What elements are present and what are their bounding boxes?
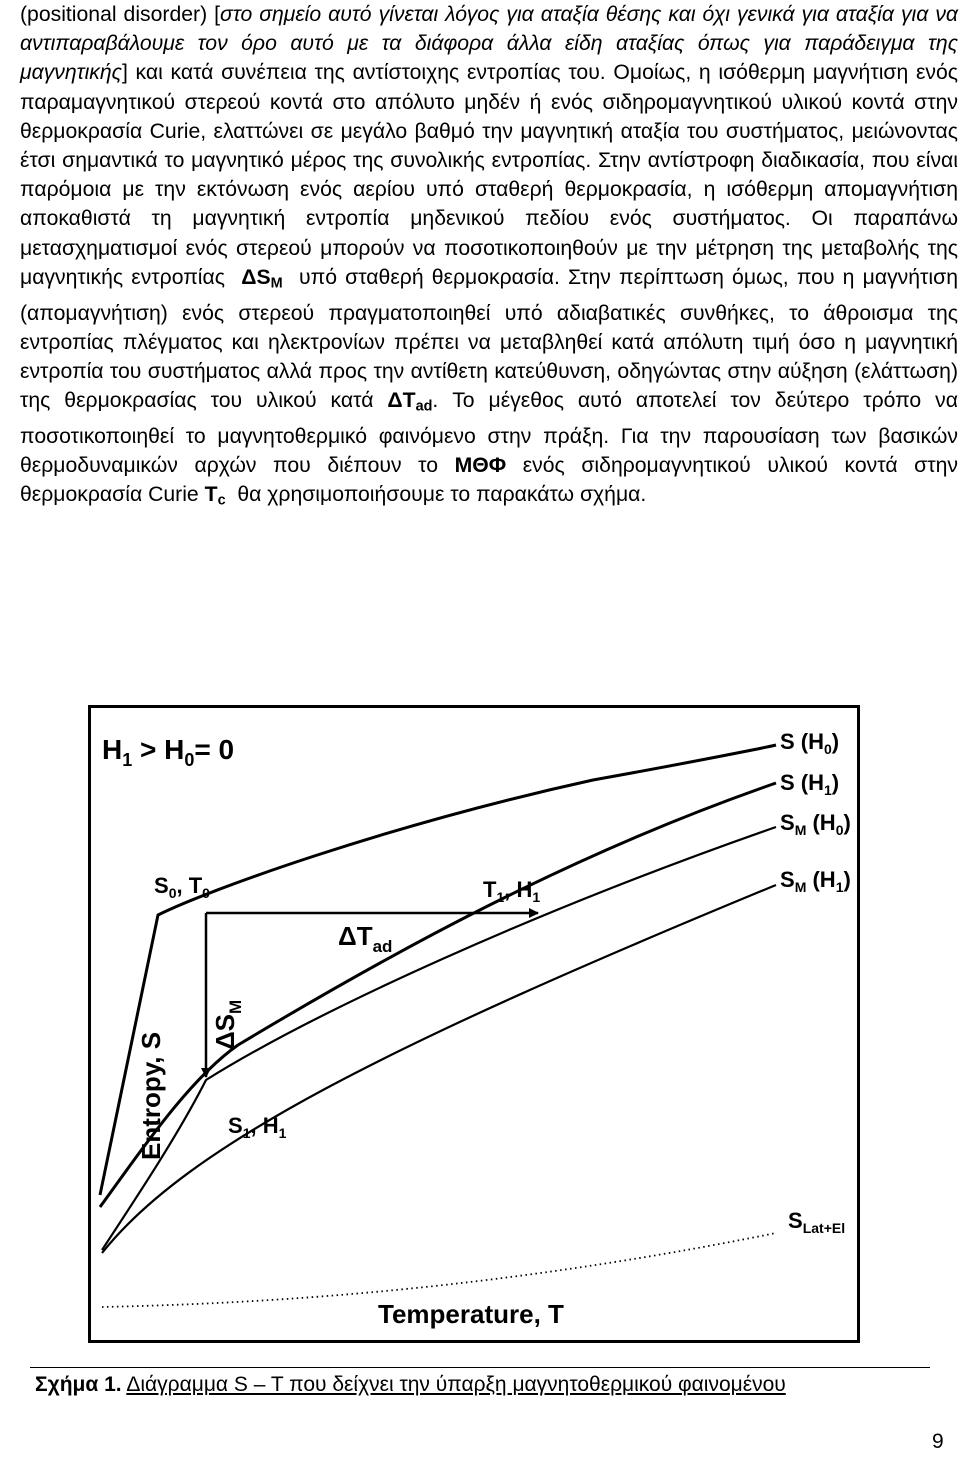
label-s0-t0: $S_0$, $T_0$ [154, 873, 210, 901]
para-part-1: (positional disorder) [ [20, 3, 221, 26]
para-part-5: ενός σιδηρομαγνητικού υλικού κοντά στην θερμοκρασία Curie [20, 454, 958, 507]
tc-symbol: $T_c$ [204, 483, 226, 510]
label-delta-sm: $\Delta S_M$ [210, 999, 245, 1050]
field-condition-label: $H_1 > H_0= 0$ [102, 734, 235, 770]
delta-sm-symbol: $\Delta S_M$ [241, 265, 283, 292]
body-text [20, 0, 958, 516]
main-paragraph [20, 0, 958, 516]
page-number: 9 [932, 1430, 944, 1453]
caption-rule [30, 1367, 930, 1368]
para-part-3: υπό σταθερή θερμοκρασία. Στην περίπτωση όμως, που η μαγνήτιση (απομαγνήτιση) ενός στερεού πραγματοποιηθεί υπό αδιαβατικές συνθήκες, το άθροισμα της εντροπίας πλέγματος και ηλεκτρονίων πρέπει να μεταβληθεί κατά απόλυτη τιμή όσο η μαγνητική εντροπία του συστήματος αλλά προς την αντίθετη κατεύθυνση, οδηγώντας στην αύξηση (ελάττωση) της θερμοκρασίας του υλικού κατά [20, 265, 958, 413]
curve-s-lat [102, 1233, 776, 1307]
label-s-h1: S $(H_1)$ [780, 770, 840, 798]
label-s1-h1: $S_1$, $H_1$ [228, 1113, 287, 1141]
delta-tad-symbol: $\Delta T_{ad}$ [387, 389, 433, 415]
para-part-6: θα χρησιμοποιήσουμε το παρακάτω σχήμα. [237, 483, 647, 507]
label-s-h0: S $(H_0)$ [780, 729, 840, 757]
figure-caption [35, 1370, 786, 1400]
curve-sm-h1 [102, 885, 776, 1253]
x-axis-label: Temperature, T [378, 1299, 564, 1329]
para-part-4: . Το μέγεθος αυτό αποτελεί τον δεύτερο τρόπο να ποσοτικοποιηθεί το μαγνητοθερμικό φαινόμενο στην πράξη. Για την παρουσίαση των βασικών θερμοδυναμικών αρχών που διέπουν το [20, 389, 958, 478]
y-axis-label: Entropy, S [136, 1031, 166, 1160]
label-t1-h1: $T_1$, $H_1$ [483, 877, 541, 905]
caption-label: Σχήμα 1. [35, 1373, 122, 1396]
label-sm-h0: $S_M$ $(H_0)$ [780, 810, 851, 838]
mtf-abbrev: ΜΘΦ [454, 454, 507, 478]
s-t-diagram [88, 705, 860, 1343]
curve-s-h1 [100, 783, 776, 1207]
caption-text: Διάγραμμα S – T που δείχνει την ύπαρξη μαγνητοθερμικού φαινομένου [126, 1373, 786, 1396]
label-s-lat: $S_{Lat+El}$ [788, 1208, 846, 1236]
label-sm-h1: $S_M$ $(H_1)$ [780, 867, 851, 895]
label-delta-tad: $\Delta T_{ad}$ [338, 921, 393, 956]
para-italic-note: στο σημείο αυτό γίνεται λόγος για αταξία θέσης και όχι γενικά για αταξία για να αντιπαραβάλουμε τον όρο αυτό με τα διάφορα άλλα είδη αταξίας όπως για παράδειγμα της μαγνητικής [20, 3, 959, 85]
para-part-2: ] και κατά συνέπεια της αντίστοιχης εντροπίας του. Ομοίως, η ισόθερμη μαγνήτιση ενός παραμαγνητικού στερεού κοντά στο απόλυτο μηδέν ή ενός σιδηρομαγνητικού υλικού κοντά στην θερμοκρασία Curie, ελαττώνει σε μεγάλο βαθμό την μαγνητική αταξία του συστήματος, μειώνοντας έτσι σημαντικά το μαγνητικό μέρος της συνολικής εντροπίας. Στην αντίστροφη διαδικασία, που είναι παρόμοια με την εκτόνωση ενός αερίου υπό σταθερή θερμοκρασία, η ισόθερμη απομαγνήτιση αποκαθιστά τη μαγνητική εντροπία μηδενικού πεδίου ενός συστήματος. Οι παραπάνω μετασχηματισμοί ενός στερεού μπορούν να ποσοτικοποιηθούν με την μέτρηση της μεταβολής της μαγνητικής εντροπίας [20, 61, 958, 289]
curve-s-h0 [100, 745, 776, 1195]
